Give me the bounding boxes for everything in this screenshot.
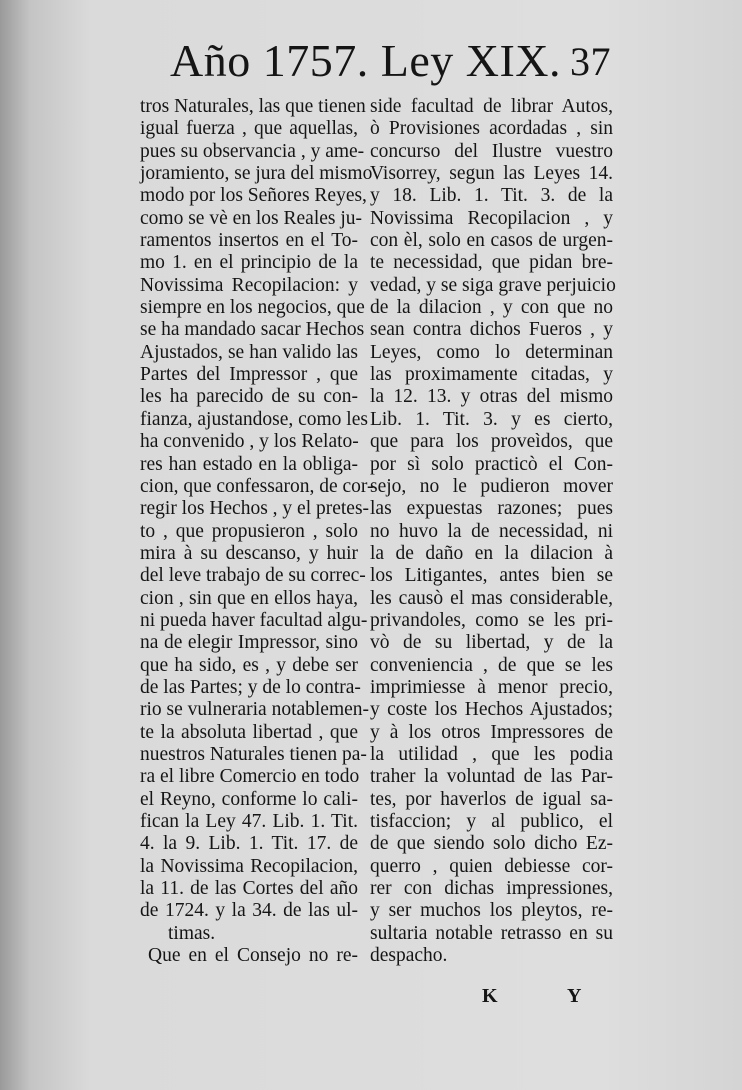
- text-line: Visorrey, segun las Leyes 14.: [370, 163, 613, 185]
- text-line: de 1724. y la 34. de las ul-: [140, 900, 358, 922]
- text-line: que ha sido, es , y debe ser: [140, 654, 358, 676]
- text-line: del leve trabajo de su correc-: [140, 565, 366, 587]
- text-line: les causò el mas considerable,: [370, 587, 613, 609]
- header-title: Año 1757. Ley XIX.: [170, 35, 561, 86]
- text-line: despacho.: [370, 945, 448, 967]
- text-line: regir los Hechos , y el pretes-: [140, 498, 370, 520]
- text-line: querro , quien debiesse cor-: [370, 855, 613, 877]
- text-line: privandoles, como se les pri-: [370, 609, 613, 631]
- text-line: Que en el Consejo no re-: [148, 945, 358, 967]
- text-line: concurso del Ilustre vuestro: [370, 140, 613, 162]
- text-line: las proximamente citadas, y: [370, 364, 613, 386]
- text-line: sejo, no le pudieron mover: [370, 475, 613, 497]
- text-line: vedad, y se siga grave perjuicio: [370, 274, 616, 296]
- text-line: la de daño en la dilacion à: [370, 542, 613, 564]
- text-line: cion , sin que en ellos haya,: [140, 587, 358, 609]
- text-line: sultaria notable retrasso en su: [370, 922, 613, 944]
- text-line: nuestros Naturales tienen pa-: [140, 743, 367, 765]
- text-line: fianza, ajustandose, como les: [140, 408, 368, 430]
- text-line: to , que propusieron , solo: [140, 520, 358, 542]
- text-line: Ajustados, se han valido las: [140, 341, 358, 363]
- text-line: como se vè en los Reales ju-: [140, 207, 363, 229]
- text-line: de que siendo solo dicho Ez-: [370, 833, 613, 855]
- text-line: fican la Ley 47. Lib. 1. Tit.: [140, 811, 358, 832]
- text-line: Leyes, como lo determinan: [370, 341, 613, 363]
- right-text-column: [370, 96, 616, 967]
- text-line: no huvo la de necessidad, ni: [370, 520, 613, 542]
- text-line: les ha parecido de su con-: [140, 386, 358, 408]
- text-line: Partes del Impressor , que: [140, 364, 358, 386]
- text-line: de las Partes; y de lo contra-: [140, 676, 361, 698]
- text-line: y 18. Lib. 1. Tit. 3. de la: [370, 185, 613, 207]
- text-line: las expuestas razones; pues: [370, 498, 613, 520]
- text-line: pues su observancia , y ame-: [140, 140, 365, 162]
- text-line: te la absoluta libertad , que: [140, 721, 358, 743]
- text-line: ra el libre Comercio en todo: [140, 766, 360, 788]
- text-line: timas.: [168, 922, 216, 944]
- text-line: que para los proveìdos, que: [370, 431, 613, 453]
- text-line: mira à su descanso, y huir: [140, 542, 358, 564]
- running-header: [170, 34, 611, 87]
- text-line: y à los otros Impressores de: [370, 721, 613, 743]
- text-line: los Litigantes, antes bien se: [370, 565, 613, 587]
- left-text-column: [140, 96, 374, 967]
- text-line: na de elegir Impressor, sino: [140, 632, 358, 654]
- text-line: 4. la 9. Lib. 1. Tit. 17. de: [140, 833, 358, 855]
- text-line: tes, por haverlos de igual sa-: [370, 788, 613, 810]
- text-line: Novissima Recopilacion , y: [370, 207, 613, 229]
- text-line: la 12. 13. y otras del mismo: [370, 386, 613, 408]
- text-line: ò Provisiones acordadas , sin: [370, 118, 613, 140]
- text-line: joramiento, se jura del mismo: [140, 163, 373, 185]
- text-line: Lib. 1. Tit. 3. y es cierto,: [370, 408, 613, 430]
- text-line: ramentos insertos en el To-: [140, 230, 358, 252]
- text-line: res han estado en la obliga-: [140, 453, 358, 475]
- text-line: la 11. de las Cortes del año: [140, 878, 358, 900]
- text-line: tisfaccion; y al publico, el: [370, 811, 613, 832]
- text-line: conveniencia , de que se les: [370, 654, 613, 676]
- text-line: rer con dichas impressiones,: [370, 878, 613, 900]
- text-line: con èl, solo en casos de urgen-: [370, 230, 613, 252]
- text-line: ni pueda haver facultad algu-: [140, 609, 368, 631]
- page-number: 37: [570, 39, 611, 84]
- text-line: modo por los Señores Reyes,: [140, 185, 367, 207]
- text-line: rio se vulneraria notablemen-: [140, 699, 370, 721]
- text-line: y ser muchos los pleytos, re-: [370, 900, 613, 922]
- text-line: mo 1. en el principio de la: [140, 252, 358, 274]
- text-line: y coste los Hechos Ajustados;: [370, 699, 613, 721]
- text-line: el Reyno, conforme lo cali-: [140, 788, 358, 810]
- text-line: se ha mandado sacar Hechos: [140, 319, 365, 341]
- text-line: ha convenido , y los Relato-: [140, 431, 359, 453]
- text-line: imprimiesse à menor precio,: [370, 676, 613, 698]
- text-line: cion, que confessaron, de cor-: [140, 475, 374, 497]
- text-line: side facultad de librar Autos,: [370, 96, 613, 117]
- signature-mark: K: [482, 985, 498, 1007]
- text-line: la utilidad , que les podia: [370, 743, 613, 765]
- text-line: de la dilacion , y con que no: [370, 297, 613, 319]
- catchword: Y: [567, 985, 582, 1007]
- text-line: tros Naturales, las que tienen: [140, 96, 366, 117]
- text-line: te necessidad, que pidan bre-: [370, 252, 613, 274]
- text-line: vò de su libertad, y de la: [370, 632, 613, 654]
- text-line: sean contra dichos Fueros , y: [370, 319, 613, 341]
- text-line: por sì solo practicò el Con-: [370, 453, 613, 475]
- text-line: Novissima Recopilacion: y: [140, 274, 358, 296]
- text-line: igual fuerza , que aquellas,: [140, 118, 358, 140]
- text-line: siempre en los negocios, que: [140, 297, 365, 319]
- text-line: la Novissima Recopilacion,: [140, 855, 358, 877]
- text-line: traher la voluntad de las Par-: [370, 766, 613, 788]
